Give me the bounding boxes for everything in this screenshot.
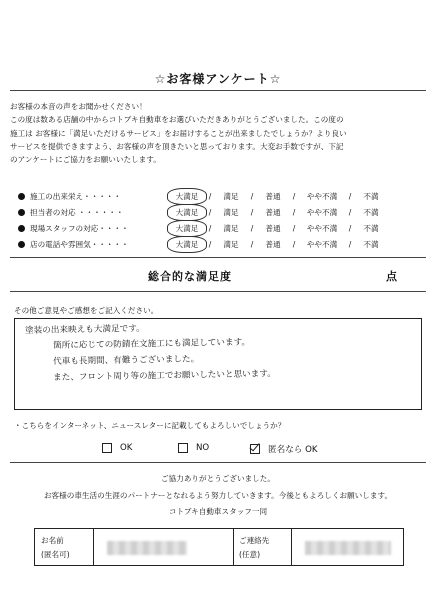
intro-line: のアンケートにご協力をお願いいたします。 (10, 155, 161, 165)
option-dissatisfied[interactable]: 不満 (363, 207, 379, 217)
option-satisfied[interactable]: 満足 (223, 239, 239, 249)
title-underline (10, 90, 426, 91)
option-satisfied[interactable]: 満足 (223, 191, 239, 201)
checkbox-icon[interactable] (102, 443, 112, 453)
bullet-icon (18, 225, 25, 232)
rating-label: 施工の出来栄え・・・・・ (30, 191, 122, 201)
comment-line: 塗装の出来映えも大満足です。 (25, 323, 145, 336)
comment-line: 箇所に応じての防錆在文施工にも満足しています。 (53, 337, 251, 351)
option-somewhat-dissatisfied[interactable]: やや不満 (306, 207, 338, 217)
permission-question: ・こちらをインターネット、ニュースレターに記載してもよろしいでしょうか？ (14, 421, 286, 430)
redacted-contact (305, 541, 391, 555)
rating-row: 施工の出来栄え・・・・・ 大満足 / 満足 / 普通 / やや不満 / 不満 (18, 188, 428, 204)
comment-line: 代車も長期間、有難うございました。 (53, 354, 200, 367)
option-neutral[interactable]: 普通 (265, 223, 281, 233)
option-very-satisfied[interactable]: 大満足 (170, 191, 204, 202)
permission-no-label: NO (196, 443, 210, 453)
contact-label: ご連絡先 (239, 536, 270, 545)
comments-label: その他ご意見やご感想をご記入ください。 (14, 306, 159, 315)
rating-row: 店の電話や雰囲気・・・・・ 大満足 / 満足 / 普通 / やや不満 / 不満 (18, 236, 428, 252)
rating-list (18, 188, 428, 252)
option-dissatisfied[interactable]: 不満 (363, 191, 379, 201)
survey-title: ☆お客様アンケート☆ (154, 72, 282, 86)
section-divider (10, 257, 426, 258)
overall-score-unit: 点 (386, 270, 397, 283)
permission-ok-label: OK (120, 443, 133, 453)
option-neutral[interactable]: 普通 (265, 239, 281, 249)
rating-row: 現場スタッフの対応・・・・ 大満足 / 満足 / 普通 / やや不満 / 不満 (18, 220, 428, 236)
intro-line: この度は数ある店舗の中からコトブキ自動車をお選びいただきありがとうございました。この度の (10, 115, 344, 125)
table-divider (233, 529, 234, 565)
table-divider (93, 529, 94, 565)
option-dissatisfied[interactable]: 不満 (363, 223, 379, 233)
rating-label: 店の電話や雰囲気・・・・・ (30, 239, 129, 249)
option-somewhat-dissatisfied[interactable]: やや不満 (306, 223, 338, 233)
overall-score-line (10, 291, 426, 292)
permission-no[interactable] (178, 443, 209, 453)
checkbox-icon[interactable] (178, 443, 188, 453)
option-very-satisfied[interactable]: 大満足 (170, 239, 204, 250)
permission-anonymous-label: 匿名なら OK (268, 445, 318, 455)
signature-text: コトブキ自動車スタッフ一同 (168, 507, 268, 516)
option-somewhat-dissatisfied[interactable]: やや不満 (306, 191, 338, 201)
option-satisfied[interactable]: 満足 (223, 223, 239, 233)
option-very-satisfied[interactable]: 大満足 (170, 223, 204, 234)
comment-line: また、フロント周り等の施工でお願いしたいと思います。 (53, 369, 276, 383)
option-satisfied[interactable]: 満足 (223, 207, 239, 217)
bullet-icon (18, 241, 25, 248)
option-neutral[interactable]: 普通 (265, 207, 281, 217)
name-note: (匿名可) (41, 550, 70, 559)
intro-line: お客様の本音の声をお聞かせください！ (10, 102, 147, 111)
bullet-icon (18, 209, 25, 216)
thanks-text: ご協力ありがとうございました。 (161, 474, 275, 483)
permission-ok[interactable] (102, 443, 132, 453)
option-dissatisfied[interactable]: 不満 (363, 239, 379, 249)
checked-checkbox-icon[interactable] (250, 444, 260, 454)
contact-note: (任意) (239, 550, 261, 559)
contact-table (34, 528, 404, 566)
permission-anonymous-ok[interactable] (250, 443, 318, 455)
intro-line: サービスを提供できますよう、お客様の声を頂きたいと思っております。大変お手数ですが、下記 (10, 141, 344, 151)
rating-row: 担当者の対応 ・・・・・・ 大満足 / 満足 / 普通 / やや不満 / 不満 (18, 204, 428, 220)
rating-label: 現場スタッフの対応・・・・ (30, 223, 129, 233)
bullet-icon (18, 193, 25, 200)
comment-box[interactable] (14, 318, 422, 410)
closing-text: お客様の車生活の生涯のパートナーとなれるよう努力していきます。今後ともよろしくお願いします。 (43, 491, 393, 500)
option-somewhat-dissatisfied[interactable]: やや不満 (306, 239, 338, 249)
intro-line: 施工は お客様に「満足いただけるサービス」をお届けすることが出来ましたでしょうか？より良い (10, 128, 347, 138)
overall-satisfaction-label: 総合的な満足度 (148, 270, 232, 283)
rating-label: 担当者の対応 ・・・・・・ (30, 207, 124, 217)
section-divider (10, 462, 426, 463)
intro-text (10, 100, 428, 166)
name-label: お名前 (41, 536, 64, 545)
redacted-name (107, 541, 187, 555)
option-very-satisfied[interactable]: 大満足 (170, 207, 204, 218)
option-neutral[interactable]: 普通 (265, 191, 281, 201)
table-divider (291, 529, 292, 565)
